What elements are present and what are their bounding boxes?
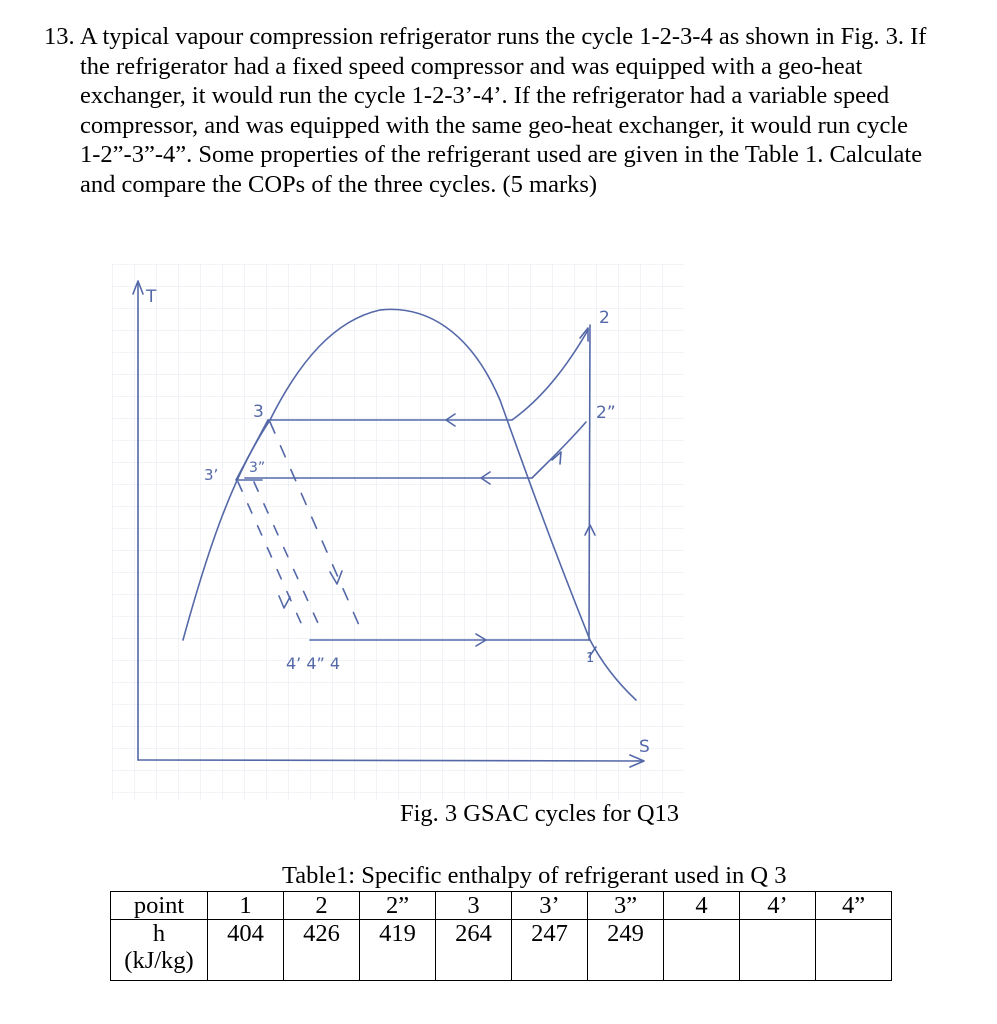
enthalpy-cell: 247: [512, 920, 588, 981]
enthalpy-cell: 404: [208, 920, 284, 981]
state-2-label: 2: [599, 308, 610, 328]
row-label-h: h: [152, 920, 166, 947]
header-cell: point: [111, 892, 208, 920]
table-row-enthalpy: [111, 920, 892, 981]
compression-line: [589, 325, 590, 640]
state-4-labels: 4’ 4” 4: [286, 654, 341, 673]
grid-paper: [112, 264, 684, 800]
s-axis-label: S: [639, 737, 650, 757]
enthalpy-cell: 426: [284, 920, 360, 981]
point-cell: 4”: [816, 892, 892, 920]
enthalpy-cell: [816, 920, 892, 981]
point-cell: 3: [436, 892, 512, 920]
row-label-cell: [111, 920, 208, 981]
state-2pp-label: 2”: [596, 403, 616, 423]
question-line-2: the refrigerator had a fixed speed compressor and was equipped with a geo-heat: [80, 52, 863, 80]
enthalpy-cell: 264: [436, 920, 512, 981]
enthalpy-table: [110, 891, 892, 981]
enthalpy-cell: [740, 920, 816, 981]
question-line-6: and compare the COPs of the three cycles. (5 marks): [80, 170, 598, 198]
enthalpy-cell: 419: [360, 920, 436, 981]
point-cell: 4’: [740, 892, 816, 920]
point-cell: 3”: [588, 892, 664, 920]
point-cell: 3’: [512, 892, 588, 920]
table-title: Table1: Specific enthalpy of refrigerant used in Q 3: [282, 862, 787, 889]
question-number: 13.: [44, 23, 75, 50]
state-3p-label: 3’: [204, 466, 219, 484]
enthalpy-cell: [664, 920, 740, 981]
state-3-label: 3: [253, 402, 264, 422]
question-line-1: A typical vapour compression refrigerator runs the cycle 1-2-3-4 as shown in Fig. 3. If: [80, 23, 927, 50]
state-3pp-label: 3”: [249, 460, 266, 476]
point-cell: 2: [284, 892, 360, 920]
table-row-points: [111, 892, 892, 920]
state-1-label: 1: [586, 651, 595, 666]
s-axis: [138, 760, 642, 761]
enthalpy-cell: 249: [588, 920, 664, 981]
point-cell: 4: [664, 892, 740, 920]
question-line-4: compressor, and was equipped with the same geo-heat exchanger, it would run cycle: [80, 111, 909, 139]
row-label-units: (kJ/kg): [124, 947, 194, 974]
point-cell: 2”: [360, 892, 436, 920]
point-cell: 1: [208, 892, 284, 920]
question-line-5: 1-2”-3”-4”. Some properties of the refrigerant used are given in the Table 1. Calculate: [80, 141, 923, 169]
figure-caption: Fig. 3 GSAC cycles for Q13: [400, 800, 680, 827]
t-axis-label: T: [146, 287, 157, 307]
question-line-3: exchanger, it would run the cycle 1-2-3’-4’. If the refrigerator had a variable speed: [80, 82, 890, 110]
